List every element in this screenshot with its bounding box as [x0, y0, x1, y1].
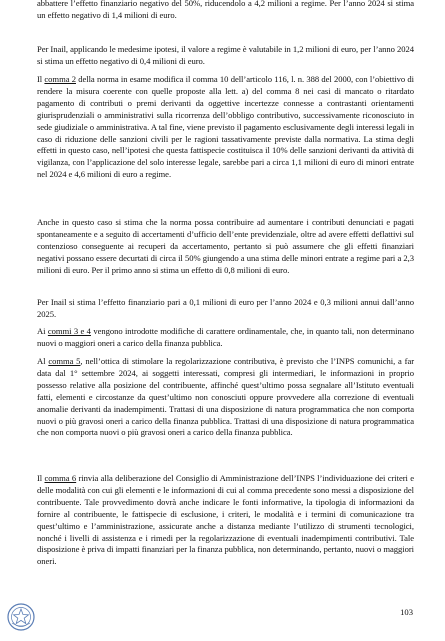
- paragraph-text: della norma in esame modifica il comma 10 dell’articolo 116, l. n. 388 del 2000, con l’obiettivo di rendere la misura coerente con quelle proposte alla lett. a) del comma 8 nei casi di mancato o ritardato pagamento di contributi o premi derivanti da oggettive incertezze connesse a contrastanti orientamenti giurisprudenziali o amministrativi sulla ricorrenza dell’obbligo contributivo, successivamente riconosciuto in sede giudiziale o amministrativa. A tal fine, viene previsto il pagamento esclusivamente degli interessi legali in caso di riduzione delle sanzioni civili per le ragioni tassativamente previste dalla normativa. La stima degli effetti in questo caso, nell’ipotesi che questa fattispecie costituisca il 10% delle sanzioni derivanti da attività di vigilanza, con l’applicazione del solo interesse legale, sarebbe pari a circa 1,1 milioni di euro di minori entrate nel 2024 e 4,6 milioni di euro a regime.: [37, 74, 415, 180]
- paragraph-lead: Il: [37, 74, 45, 84]
- paragraph-text: vengono introdotte modifiche di carattere ordinamentale, che, in quanto tali, non determinano nuovi o maggiori oneri a carico della finanza pubblica.: [37, 326, 415, 348]
- paragraph-5: [37, 297, 414, 321]
- paragraph-lead: Ai: [37, 326, 48, 336]
- paragraph-lead: Al: [37, 356, 49, 366]
- comma-reference: comma 2: [44, 74, 76, 84]
- paragraph-commi-3-4: [37, 326, 414, 350]
- paragraph-2: [37, 44, 414, 68]
- paragraph-lead: Il: [37, 473, 45, 483]
- page-number: 103: [400, 607, 413, 617]
- comma-reference: comma 5: [48, 356, 81, 366]
- paragraph-4: [37, 217, 414, 277]
- paragraph-comma-5: [37, 356, 414, 439]
- comma-reference: comma 6: [44, 473, 77, 483]
- comma-reference: commi 3 e 4: [47, 326, 91, 336]
- paragraph-text: Per Inail si stima l’effetto finanziario pari a 0,1 milioni di euro per l’anno 2024 e 0,3 milioni annui dall’anno 2025.: [37, 297, 414, 319]
- paragraph-text: Per Inail, applicando le medesime ipotesi, il valore a regime è valutabile in 1,2 milioni di euro, per l’anno 2024 si stima un effetto negativo di 0,4 milioni di euro.: [37, 44, 414, 66]
- paragraph-text: abbattere l’effetto finanziario negativo del 50%, riducendolo a 4,2 milioni a regime. Per l’anno 2024 si stima un effetto negativo di 1,4 milioni di euro.: [37, 0, 414, 20]
- paragraph-comma-6: [37, 473, 414, 568]
- republic-emblem-icon: [6, 602, 36, 632]
- paragraph-1: [37, 0, 414, 22]
- paragraph-text: rinvia alla deliberazione del Consiglio di Amministrazione dell’INPS l’individuazione dei criteri e delle modalità con cui gli elementi e le informazioni di cui al comma precedente sono messi a disposizione del contribuente. Tale provvedimento dovrà anche indicare le fonti informative, la tipologia di informazioni da fornire al contribuente, le fattispecie di esclusione, i criteri, le modalità e i termini di comunicazione tra quest’ultimo e l’amministrazione, assicurate anche a distanza mediante l’utilizzo di strumenti tecnologici, nonché i livelli di assistenza e i rimedi per la regolarizzazione di eventuali inadempimenti contributivi. Tale disposizione è priva di impatti finanziari per la finanza pubblica, non determinando, pertanto, nuovi o maggiori oneri.: [37, 473, 415, 567]
- paragraph-comma-2: [37, 74, 414, 181]
- paragraph-text: Anche in questo caso si stima che la norma possa contribuire ad aumentare i contributi denunciati e pagati spontaneamente e a seguito di accertamenti d’ufficio dell’ente previdenziale, oltre ad avere effetti deflattivi sul contenzioso conseguente ai recuperi da accertamento, pertanto si può assumere che gli effetti finanziari negativi possano essere decurtati di circa il 50% giungendo a una stima delle minori entrate a regime pari a 2,3 milioni di euro. Per il primo anno si stima un effetto di 0,8 milioni di euro.: [37, 217, 414, 275]
- paragraph-text: , nell’ottica di stimolare la regolarizzazione contributiva, è previsto che l’INPS comunichi, a far data dal 1° settembre 2024, ai soggetti interessati, compresi gli intermediari, le informazioni in proprio possesso relative alla posizione del contribuente, affinché quest’ultimo possa segnalare all’Istituto eventuali fatti, elementi e circostanze da quest’ultimo non conosciuti oppure provvedere alla correzione di eventuali anomalie derivanti da inadempimenti. Trattasi di una disposizione di natura programmatica che non comporta nuovi o più gravosi oneri a carico della finanza pubblica. Trattasi di una disposizione di natura programmatica che non comporta nuovi o più gravosi oneri a carico della finanza pubblica.: [37, 356, 415, 438]
